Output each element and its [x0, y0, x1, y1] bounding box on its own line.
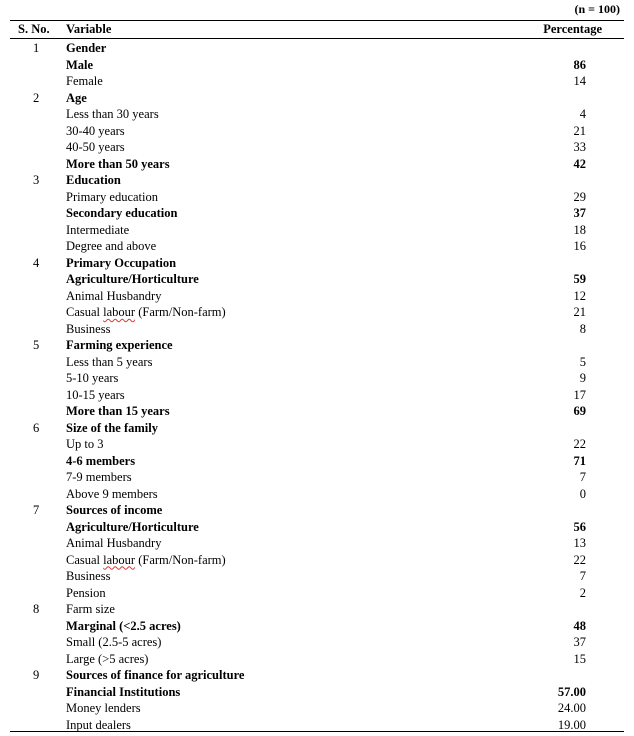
- variable-label: Large (>5 acres): [66, 651, 149, 666]
- variable-label: 7-9 members: [66, 470, 132, 484]
- section-number: 7: [33, 503, 40, 517]
- variable-label: Marginal (<2.5 acres): [66, 618, 181, 633]
- percentage-value: 59: [573, 272, 586, 286]
- percentage-value: 29: [573, 189, 586, 204]
- percentage-value: 48: [573, 618, 586, 633]
- table-row: [0, 288, 634, 305]
- table-row: [0, 634, 634, 651]
- section-number: 2: [33, 90, 40, 105]
- table-row: [0, 304, 634, 321]
- percentage-value: 24.00: [557, 701, 586, 715]
- variable-label: Male: [66, 57, 94, 72]
- table-row: [0, 271, 634, 288]
- variable-label: Casual labour (Farm/Non-farm): [66, 305, 226, 319]
- table-row: [0, 354, 634, 371]
- variable-label: Animal Husbandry: [66, 536, 162, 550]
- section-title: Farm size: [66, 602, 115, 616]
- table-row: [0, 552, 634, 569]
- table-row: [0, 618, 634, 635]
- table-row: [0, 106, 634, 123]
- table-top-rule: [10, 20, 624, 21]
- percentage-value: 86: [573, 57, 586, 72]
- section-row: [0, 90, 634, 107]
- section-row: [0, 502, 634, 519]
- section-row: [0, 255, 634, 272]
- table-row: [0, 222, 634, 239]
- percentage-value: 69: [573, 404, 586, 418]
- percentage-value: 17: [573, 387, 586, 402]
- variable-label: More than 15 years: [66, 404, 170, 418]
- table-row: [0, 156, 634, 173]
- table-row: [0, 57, 634, 74]
- table-body: [0, 40, 634, 733]
- section-title: Gender: [66, 41, 107, 55]
- percentage-value: 5: [579, 354, 586, 369]
- percentage-value: 14: [573, 74, 586, 88]
- variable-label: 10-15 years: [66, 387, 125, 402]
- section-row: [0, 420, 634, 437]
- section-number: 6: [33, 420, 40, 435]
- variable-label: 4-6 members: [66, 453, 136, 468]
- percentage-value: 71: [573, 453, 586, 468]
- table-row: [0, 189, 634, 206]
- percentage-value: 13: [573, 536, 586, 550]
- percentage-value: 33: [573, 140, 586, 154]
- spellcheck-flagged-word: labour: [103, 305, 136, 319]
- section-title: Sources of finance for agriculture: [66, 668, 245, 682]
- variable-label: Business: [66, 569, 111, 583]
- variable-label: Money lenders: [66, 701, 141, 715]
- table-row: [0, 321, 634, 338]
- table-row: [0, 535, 634, 552]
- section-row: [0, 601, 634, 618]
- table-bottom-rule: [10, 731, 624, 732]
- variable-label: Above 9 members: [66, 486, 158, 501]
- percentage-value: 21: [573, 123, 586, 138]
- percentage-value: 7: [579, 470, 586, 484]
- variable-label: Intermediate: [66, 222, 130, 237]
- section-number: 9: [33, 668, 40, 682]
- variable-label: Secondary education: [66, 206, 178, 220]
- section-number: 8: [33, 602, 40, 616]
- percentage-value: 7: [579, 569, 586, 583]
- section-row: [0, 172, 634, 189]
- table-row: [0, 387, 634, 404]
- percentage-value: 12: [573, 288, 586, 303]
- variable-label: Less than 5 years: [66, 354, 153, 369]
- percentage-value: 56: [573, 519, 586, 534]
- percentage-value: 0: [579, 486, 586, 501]
- percentage-value: 21: [573, 305, 586, 319]
- percentage-value: 4: [579, 107, 586, 121]
- percentage-value: 2: [579, 585, 586, 600]
- variable-label: Pension: [66, 585, 106, 600]
- header-sno: S. No.: [18, 22, 50, 36]
- section-title: Primary Occupation: [66, 255, 177, 270]
- table-row: [0, 700, 634, 717]
- percentage-value: 42: [573, 156, 586, 171]
- table-row: [0, 651, 634, 668]
- section-number: 4: [33, 255, 40, 270]
- table-row: [0, 123, 634, 140]
- variable-label: Up to 3: [66, 437, 104, 451]
- section-title: Size of the family: [66, 420, 158, 435]
- table-row: [0, 469, 634, 486]
- percentage-value: 16: [573, 239, 586, 253]
- variable-label: Financial Institutions: [66, 684, 181, 699]
- table-row: [0, 403, 634, 420]
- section-title: Farming experience: [66, 338, 173, 352]
- table-row: [0, 585, 634, 602]
- percentage-value: 15: [573, 651, 586, 666]
- variable-label: Degree and above: [66, 239, 157, 253]
- variable-label: 40-50 years: [66, 140, 125, 154]
- table-row: [0, 436, 634, 453]
- table-row: [0, 519, 634, 536]
- variable-label: Female: [66, 74, 103, 88]
- table-header-rule: [10, 38, 624, 39]
- percentage-value: 8: [579, 321, 586, 336]
- table-row: [0, 139, 634, 156]
- section-title: Sources of income: [66, 503, 163, 517]
- variable-label: Primary education: [66, 189, 158, 204]
- percentage-value: 22: [573, 552, 586, 567]
- table-row: [0, 205, 634, 222]
- sample-size-note: (n = 100): [574, 2, 620, 16]
- variable-label: Animal Husbandry: [66, 288, 162, 303]
- table-row: [0, 73, 634, 90]
- variable-label: More than 50 years: [66, 156, 170, 171]
- section-title: Education: [66, 173, 121, 187]
- percentage-value: 19.00: [557, 717, 586, 732]
- table-row: [0, 684, 634, 701]
- table-row: [0, 486, 634, 503]
- section-row: [0, 40, 634, 57]
- table-row: [0, 238, 634, 255]
- percentage-value: 37: [573, 206, 586, 220]
- variable-label: Small (2.5-5 acres): [66, 635, 162, 649]
- section-number: 3: [33, 173, 40, 187]
- variable-label: Casual labour (Farm/Non-farm): [66, 552, 226, 567]
- section-number: 1: [33, 41, 40, 55]
- section-title: Age: [66, 90, 87, 105]
- table-row: [0, 453, 634, 470]
- percentage-value: 22: [573, 437, 586, 451]
- header-percentage: Percentage: [543, 22, 602, 36]
- variable-label: 5-10 years: [66, 371, 119, 385]
- header-variable: Variable: [66, 22, 112, 36]
- variable-label: Business: [66, 321, 111, 336]
- table-row: [0, 370, 634, 387]
- variable-label: 30-40 years: [66, 123, 125, 138]
- variable-label: Less than 30 years: [66, 107, 159, 121]
- percentage-value: 9: [579, 371, 586, 385]
- percentage-value: 18: [573, 222, 586, 237]
- section-number: 5: [33, 338, 40, 352]
- spellcheck-flagged-word: labour: [103, 552, 136, 567]
- variable-label: Agriculture/Horticulture: [66, 519, 199, 534]
- percentage-value: 37: [573, 635, 586, 649]
- section-row: [0, 667, 634, 684]
- table-header-row: [0, 22, 634, 38]
- variable-label: Input dealers: [66, 717, 131, 732]
- table-row: [0, 568, 634, 585]
- section-row: [0, 337, 634, 354]
- variable-label: Agriculture/Horticulture: [66, 272, 199, 286]
- percentage-value: 57.00: [557, 684, 586, 699]
